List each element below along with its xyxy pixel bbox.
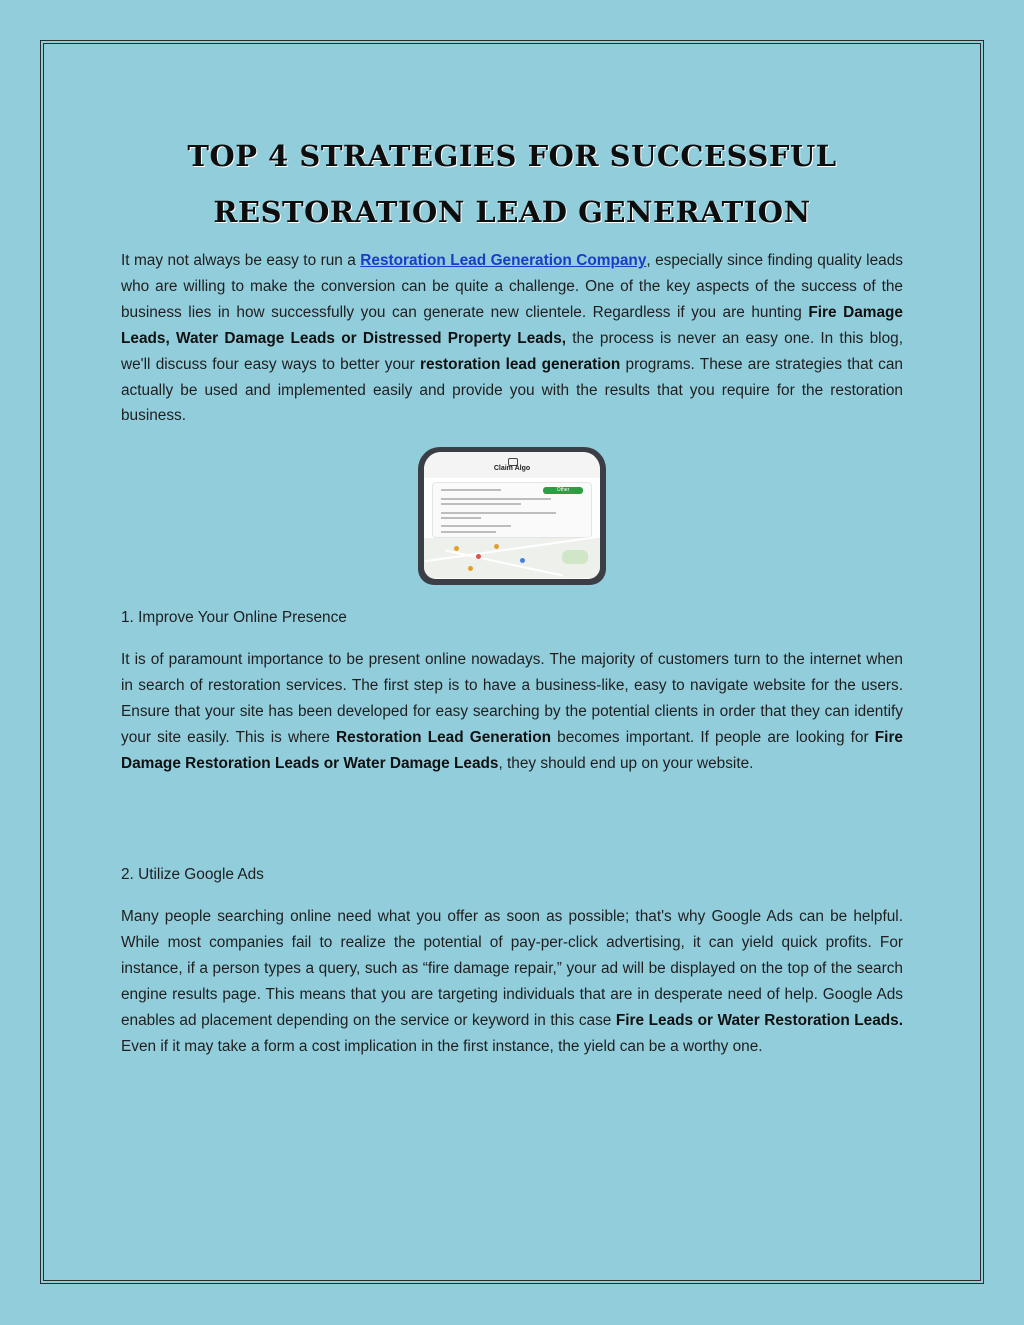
map-pin-icon (468, 566, 473, 571)
map-pin-icon (520, 558, 525, 563)
title-line-2: RESTORATION LEAD GENERATION (213, 195, 811, 229)
map-park (562, 550, 588, 564)
intro-text-4: programs. These are strategies that can actually be used and implemented easily and provide you with the results that you require for the restoration business. (121, 355, 903, 425)
section-1-heading: 1. Improve Your Online Presence (121, 609, 347, 626)
title-line-1: TOP 4 STRATEGIES FOR SUCCESSFUL (187, 139, 837, 173)
section-1-bold-2: Fire Damage Restoration Leads or Water Damage Leads (121, 728, 903, 772)
page-title (121, 128, 903, 240)
card-line (441, 489, 501, 491)
lead-card (432, 482, 592, 538)
intro-paragraph (121, 248, 903, 429)
intro-text-2: , especially since finding quality leads who are willing to make the conversion can be quite a challenge. One of the key aspects of the success of the business lies in how successfully you can generate new clientele. Regardless if you are hunting (121, 252, 903, 321)
map-pin-icon (476, 554, 481, 559)
section-1-text-2: becomes important. If people are looking for (557, 728, 869, 746)
card-line (441, 525, 511, 527)
card-line (441, 512, 556, 514)
map-preview (424, 538, 600, 578)
section-2-paragraph (121, 904, 903, 1059)
map-pin-icon (494, 544, 499, 549)
map-pin-icon (454, 546, 459, 551)
section-2-bold-1: Fire Leads or Water Restoration Leads. (615, 1011, 904, 1029)
restoration-company-link[interactable]: Restoration Lead Generation Company (360, 252, 647, 269)
status-badge: Other (543, 487, 583, 494)
app-header (424, 452, 600, 478)
section-1-text-1: It is of paramount importance to be present online nowadays. The majority of customers turn to the internet when in search of restoration services. The first step is to have a business-like, easy to navigate website for the users. Ensure that your site has been developed for easy searching by the potential clients in order that they can identify your site easily. This is where (121, 651, 903, 746)
intro-bold-1: Fire Damage Leads, Water Damage Leads or Distressed Property Leads, (121, 303, 903, 347)
map-road (445, 550, 563, 577)
section-1-text-3: , they should end up on your website. (498, 754, 754, 772)
card-line (441, 531, 496, 533)
intro-bold-2: restoration lead generation (419, 355, 621, 373)
intro-text-1: It may not always be easy to run a (121, 252, 356, 269)
section-2-text-1: Many people searching online need what you offer as soon as possible; that's why Google Ads can be helpful. While most companies fail to realize the potential of pay-per-click advertising, it can yield quick profits. For instance, if a person types a query, such as “fire damage repair,” your ad will be displayed on the top of the search engine results page. This means that you are targeting individuals that are in desperate need of help. Google Ads enables ad placement depending on the service or keyword in this case (121, 908, 903, 1029)
app-title: Claim Algo (493, 465, 531, 472)
intro-text-3: the process is never an easy one. In this blog, we'll discuss four easy ways to better your (121, 329, 903, 373)
section-1-bold-1: Restoration Lead Generation (336, 728, 552, 746)
card-line (441, 503, 521, 505)
section-2-heading: 2. Utilize Google Ads (121, 866, 264, 883)
card-line (441, 517, 481, 519)
phone-screen (424, 452, 600, 579)
section-1-paragraph (121, 647, 903, 777)
section-2-text-2: Even if it may take a form a cost implication in the first instance, the yield can be a worthy one. (121, 1037, 763, 1055)
phone-mockup-image (418, 447, 606, 585)
card-line (441, 498, 551, 500)
